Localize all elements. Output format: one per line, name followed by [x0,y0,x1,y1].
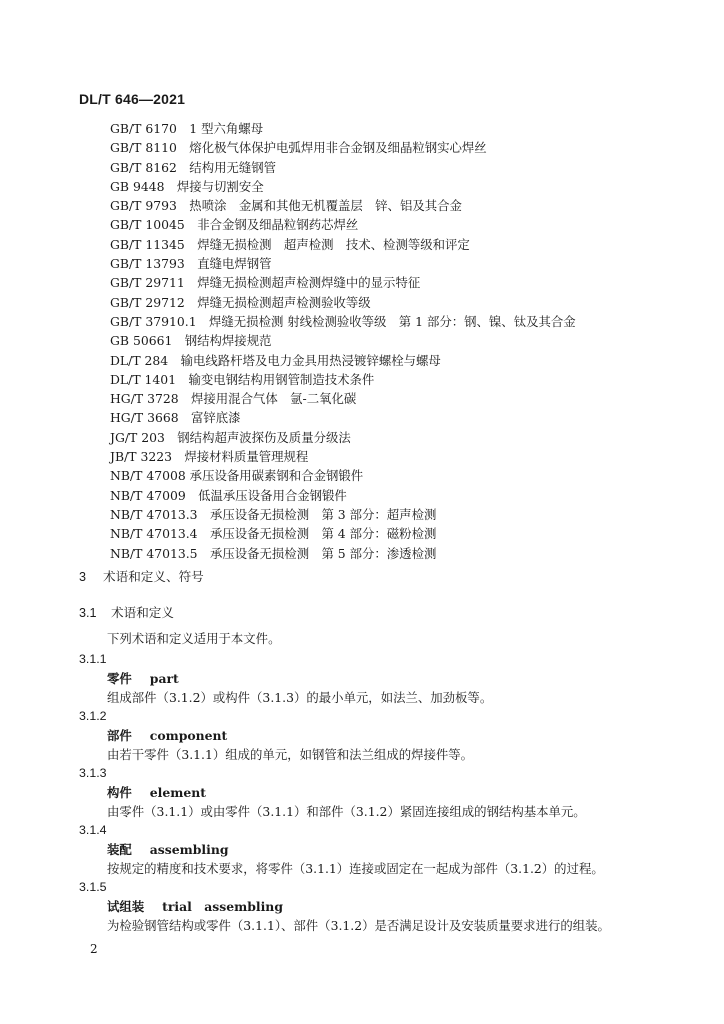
reference-item: GB/T 9793 热喷涂 金属和其他无机覆盖层 锌、铝及其合金 [110,198,462,214]
term-number: 3.1.4 [79,823,107,837]
term-entry-trial-assembling [79,878,699,935]
reference-item: GB/T 11345 焊缝无损检测 超声检测 技术、检测等级和评定 [110,236,470,252]
term-name [79,840,699,859]
reference-item: GB/T 13793 直缝电焊钢管 [110,256,272,272]
section-3-heading [79,566,204,585]
term-name-en: component [149,728,228,743]
term-number: 3.1.1 [79,652,107,666]
term-entry-element [79,764,699,821]
reference-item: GB/T 8110 熔化极气体保护电弧焊用非合金钢及细晶粒钢实心焊丝 [110,140,487,156]
reference-item: GB/T 6170 1 型六角螺母 [110,121,264,136]
section-number: 3.1 [79,606,97,620]
reference-item: GB/T 8162 结构用无缝钢管 [110,159,277,175]
term-name [79,669,699,688]
term-name-en: assembling [149,842,229,857]
term-definition: 按规定的精度和技术要求，将零件（3.1.1）连接或固定在一起成为部件（3.1.2）的过程。 [107,861,604,876]
term-definition: 由若干零件（3.1.1）组成的单元，如钢管和法兰组成的焊接件等。 [107,747,474,762]
term-name-zh: 装配 [107,842,132,857]
section-title: 术语和定义、符号 [103,569,204,584]
reference-item: NB/T 47013.4 承压设备无损检测 第 4 部分：磁粉检测 [110,526,437,542]
section-3-1-heading [79,602,174,621]
document-id-header: DL/T 646—2021 [79,91,186,107]
term-name-zh: 部件 [107,728,132,743]
reference-item: DL/T 1401 输变电钢结构用钢管制造技术条件 [110,371,375,387]
reference-item: JB/T 3223 焊接材料质量管理规程 [110,449,309,465]
section-number: 3 [79,570,87,584]
reference-item: NB/T 47008 承压设备用碳素钢和合金钢锻件 [110,468,364,484]
term-definition: 组成部件（3.1.2）或构件（3.1.3）的最小单元，如法兰、加劲板等。 [107,690,493,705]
term-name [79,897,699,916]
term-name [79,726,699,745]
reference-item: GB 50661 钢结构焊接规范 [110,333,272,349]
reference-item: JG/T 203 钢结构超声波探伤及质量分级法 [110,429,351,445]
term-name-en: part [149,671,179,686]
term-name-zh: 零件 [107,671,132,686]
intro-paragraph: 下列术语和定义适用于本文件。 [107,631,281,646]
term-name [79,783,699,802]
term-name-en: trial assembling [162,899,283,914]
page-number: 2 [90,942,98,956]
term-number: 3.1.2 [79,709,107,723]
reference-item: GB/T 29712 焊缝无损检测超声检测验收等级 [110,294,371,310]
reference-item: NB/T 47013.5 承压设备无损检测 第 5 部分：渗透检测 [110,545,437,561]
reference-item: GB/T 37910.1 焊缝无损检测 射线检测验收等级 第 1 部分：钢、镍、钛及其合金 [110,313,576,329]
reference-item: NB/T 47013.3 承压设备无损检测 第 3 部分：超声检测 [110,506,437,522]
reference-item: GB/T 10045 非合金钢及细晶粒钢药芯焊丝 [110,217,359,233]
reference-item: HG/T 3728 焊接用混合气体 氩-二氧化碳 [110,391,357,407]
term-name-en: element [149,785,206,800]
reference-item: HG/T 3668 富锌底漆 [110,410,241,426]
reference-item: GB/T 29711 焊缝无损检测超声检测焊缝中的显示特征 [110,275,421,291]
term-entry-part [79,650,699,707]
normative-references-list [110,119,690,563]
reference-item: GB 9448 焊接与切割安全 [110,178,264,194]
section-title: 术语和定义 [111,605,174,620]
term-name-zh: 构件 [107,785,132,800]
term-entry-component [79,707,699,764]
reference-item: DL/T 284 输电线路杆塔及电力金具用热浸镀锌螺栓与螺母 [110,352,441,368]
term-entry-assembling [79,821,699,878]
term-number: 3.1.3 [79,766,107,780]
term-number: 3.1.5 [79,880,107,894]
reference-item: NB/T 47009 低温承压设备用合金钢锻件 [110,487,347,503]
term-definition: 为检验钢管结构或零件（3.1.1）、部件（3.1.2）是否满足设计及安装质量要求进行的组装。 [107,918,610,933]
term-definition: 由零件（3.1.1）或由零件（3.1.1）和部件（3.1.2）紧固连接组成的钢结构基本单元。 [107,804,586,819]
term-name-zh: 试组装 [107,899,145,914]
